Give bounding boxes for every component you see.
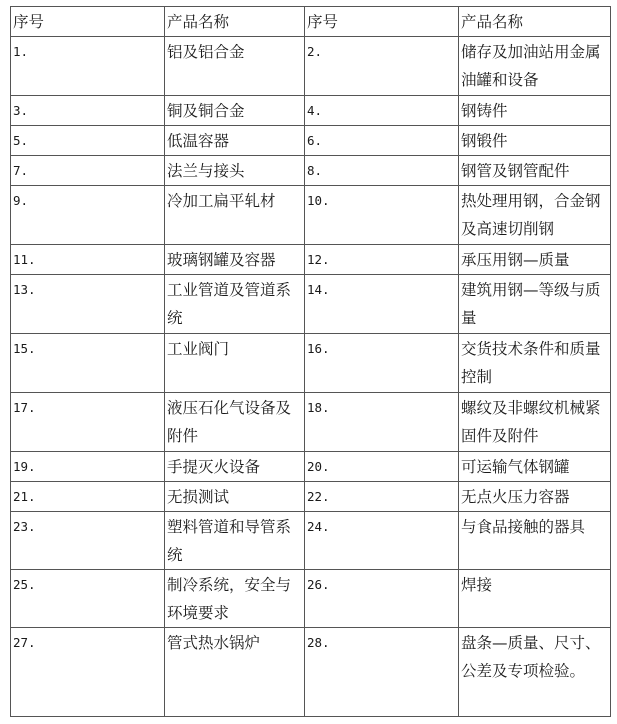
product-name-cell: 建筑用钢—等级与质量 <box>459 275 611 334</box>
seq-cell: 8. <box>305 156 459 186</box>
header-seq-1: 序号 <box>11 7 165 37</box>
product-name-cell: 手提灭火设备 <box>165 452 305 482</box>
seq-cell: 25. <box>11 570 165 628</box>
product-name-cell: 液压石化气设备及附件 <box>165 393 305 452</box>
product-name-cell: 工业阀门 <box>165 334 305 393</box>
seq-cell: 7. <box>11 156 165 186</box>
table-row <box>11 186 611 245</box>
product-name-cell: 交货技术条件和质量控制 <box>459 334 611 393</box>
table-row <box>11 512 611 570</box>
product-name-cell: 钢锻件 <box>459 126 611 156</box>
seq-cell: 14. <box>305 275 459 334</box>
seq-cell: 28. <box>305 628 459 717</box>
seq-cell: 26. <box>305 570 459 628</box>
seq-cell: 6. <box>305 126 459 156</box>
header-name-1: 产品名称 <box>165 7 305 37</box>
seq-cell: 24. <box>305 512 459 570</box>
table-row <box>11 275 611 334</box>
seq-cell: 11. <box>11 245 165 275</box>
seq-cell: 17. <box>11 393 165 452</box>
table-row <box>11 570 611 628</box>
product-name-cell: 钢管及钢管配件 <box>459 156 611 186</box>
product-name-cell: 承压用钢—质量 <box>459 245 611 275</box>
seq-cell: 3. <box>11 96 165 126</box>
seq-cell: 22. <box>305 482 459 512</box>
product-name-cell: 铜及铜合金 <box>165 96 305 126</box>
header-seq-2: 序号 <box>305 7 459 37</box>
product-name-cell: 塑料管道和导管系统 <box>165 512 305 570</box>
table-row <box>11 628 611 717</box>
table-row <box>11 126 611 156</box>
seq-cell: 16. <box>305 334 459 393</box>
table-row <box>11 452 611 482</box>
seq-cell: 27. <box>11 628 165 717</box>
seq-cell: 5. <box>11 126 165 156</box>
product-name-cell: 可运输气体钢罐 <box>459 452 611 482</box>
seq-cell: 18. <box>305 393 459 452</box>
product-name-cell: 热处理用钢，合金钢及高速切削钢 <box>459 186 611 245</box>
product-name-cell: 铝及铝合金 <box>165 37 305 96</box>
seq-cell: 4. <box>305 96 459 126</box>
seq-cell: 19. <box>11 452 165 482</box>
header-name-2: 产品名称 <box>459 7 611 37</box>
table-row <box>11 37 611 96</box>
seq-cell: 23. <box>11 512 165 570</box>
product-name-cell: 钢铸件 <box>459 96 611 126</box>
product-name-cell: 焊接 <box>459 570 611 628</box>
table-row <box>11 96 611 126</box>
seq-cell: 13. <box>11 275 165 334</box>
table-row <box>11 245 611 275</box>
seq-cell: 15. <box>11 334 165 393</box>
table-row <box>11 482 611 512</box>
table-body <box>11 7 611 717</box>
table-row <box>11 393 611 452</box>
product-table <box>10 6 611 717</box>
seq-cell: 10. <box>305 186 459 245</box>
seq-cell: 1. <box>11 37 165 96</box>
product-name-cell: 玻璃钢罐及容器 <box>165 245 305 275</box>
seq-cell: 21. <box>11 482 165 512</box>
seq-cell: 9. <box>11 186 165 245</box>
seq-cell: 20. <box>305 452 459 482</box>
product-name-cell: 无点火压力容器 <box>459 482 611 512</box>
product-name-cell: 工业管道及管道系统 <box>165 275 305 334</box>
table-row <box>11 334 611 393</box>
table-row <box>11 156 611 186</box>
seq-cell: 12. <box>305 245 459 275</box>
header-row <box>11 7 611 37</box>
product-name-cell: 低温容器 <box>165 126 305 156</box>
product-name-cell: 冷加工扁平轧材 <box>165 186 305 245</box>
product-name-cell: 无损测试 <box>165 482 305 512</box>
product-name-cell: 螺纹及非螺纹机械紧固件及附件 <box>459 393 611 452</box>
product-name-cell: 盘条—质量、尺寸、公差及专项检验。 <box>459 628 611 717</box>
product-name-cell: 储存及加油站用金属油罐和设备 <box>459 37 611 96</box>
product-name-cell: 法兰与接头 <box>165 156 305 186</box>
product-name-cell: 管式热水锅炉 <box>165 628 305 717</box>
product-name-cell: 与食品接触的器具 <box>459 512 611 570</box>
product-name-cell: 制冷系统，安全与环境要求 <box>165 570 305 628</box>
seq-cell: 2. <box>305 37 459 96</box>
